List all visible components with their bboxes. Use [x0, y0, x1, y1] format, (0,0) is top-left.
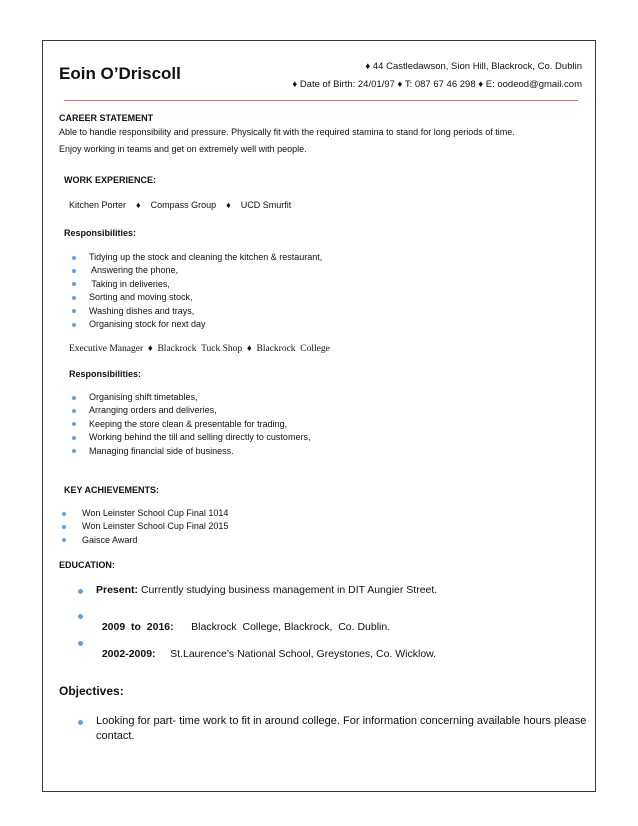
bullet-icon — [72, 422, 76, 426]
list-item: Managing financial side of business. — [71, 445, 310, 458]
list-item: Won Leinster School Cup Final 1014 — [61, 507, 228, 520]
job-1-responsibilities-heading: Responsibilities: — [64, 228, 137, 238]
bullet-icon — [72, 409, 76, 413]
bullet-icon — [78, 641, 83, 646]
bullet-icon — [72, 396, 76, 400]
education-detail: Blackrock College, Blackrock, Co. Dublin. — [191, 621, 391, 633]
contact-details-line: ♦ Date of Birth: 24/01/97 ♦ T: 087 67 46 298 ♦ E: oodeod@gmail.com — [292, 79, 582, 90]
achievements-list — [61, 507, 228, 547]
bullet-icon — [78, 614, 83, 619]
list-item: Organising shift timetables, — [71, 391, 310, 404]
job-2-responsibilities-heading: Responsibilities: — [69, 369, 142, 379]
list-item: Arranging orders and deliveries, — [71, 404, 310, 417]
bullet-icon — [72, 296, 76, 300]
education-detail: St.Laurence’s National School, Greystones, Co. Wicklow. — [170, 648, 437, 660]
bullet-icon — [72, 269, 76, 273]
list-item: Tidying up the stock and cleaning the kitchen & restaurant, — [71, 251, 322, 264]
header-divider — [64, 100, 578, 101]
bullet-icon — [72, 282, 76, 286]
education-detail: Currently studying business management in DIT Aungier Street. — [140, 584, 438, 596]
objective-item — [77, 714, 587, 744]
bullet-icon — [72, 309, 76, 313]
bullet-icon — [72, 449, 76, 453]
list-item: Working behind the till and selling directly to customers, — [71, 431, 310, 444]
key-achievements-heading: KEY ACHIEVEMENTS: — [64, 485, 160, 495]
bullet-icon — [78, 720, 83, 725]
education-period: Present: — [96, 584, 139, 596]
career-statement-line-1: Able to handle responsibility and pressure. Physically fit with the required stamina to stand for long periods of time. — [59, 127, 515, 137]
list-item: Washing dishes and trays, — [71, 305, 322, 318]
list-item: Sorting and moving stock, — [71, 291, 322, 304]
education-period: 2002-2009: — [101, 648, 156, 660]
job-1-responsibilities-list — [71, 251, 322, 331]
education-entry — [77, 584, 437, 596]
list-item: Won Leinster School Cup Final 2015 — [61, 520, 228, 533]
list-item: Taking in deliveries, — [71, 278, 322, 291]
objective-text: Looking for part- time work to fit in around college. For information concerning available hours please contact. — [96, 715, 587, 742]
education-entry — [77, 609, 390, 633]
bullet-icon — [62, 538, 66, 542]
work-experience-heading: WORK EXPERIENCE: — [64, 175, 157, 185]
job-2-title-line: Executive Manager ♦ Blackrock Tuck Shop ♦ Blackrock College — [69, 344, 330, 354]
list-item: Gaisce Award — [61, 534, 228, 547]
bullet-icon — [72, 323, 76, 327]
address-line: ♦ 44 Castledawson, Sion Hill, Blackrock, Co. Dublin — [365, 61, 582, 72]
education-entry — [77, 636, 436, 660]
list-item: Answering the phone, — [71, 264, 322, 277]
job-1-title-line: Kitchen Porter ♦ Compass Group ♦ UCD Smurfit — [69, 200, 292, 210]
bullet-icon — [62, 512, 66, 516]
education-heading: EDUCATION: — [59, 560, 115, 570]
bullet-icon — [78, 589, 83, 594]
career-statement-line-2: Enjoy working in teams and get on extremely well with people. — [59, 144, 307, 154]
bullet-icon — [72, 436, 76, 440]
objectives-heading: Objectives: — [59, 684, 124, 698]
education-period: 2009 to 2016: — [101, 621, 174, 633]
candidate-name: Eoin O’Driscoll — [59, 64, 181, 83]
job-2-responsibilities-list — [71, 391, 310, 458]
bullet-icon — [62, 525, 66, 529]
list-item: Organising stock for next day — [71, 318, 322, 331]
bullet-icon — [72, 256, 76, 260]
list-item: Keeping the store clean & presentable for trading, — [71, 418, 310, 431]
career-statement-heading: CAREER STATEMENT — [59, 113, 154, 123]
